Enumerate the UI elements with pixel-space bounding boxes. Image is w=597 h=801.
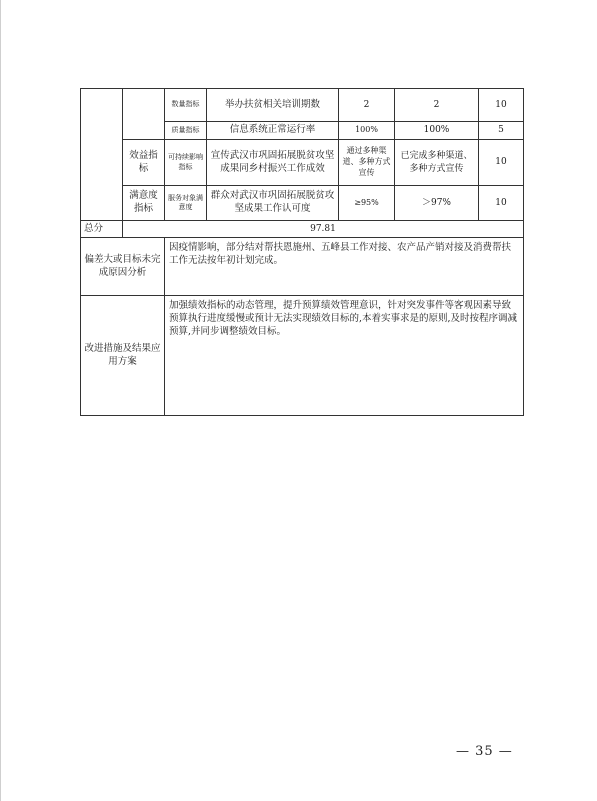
blank-cell xyxy=(123,89,165,140)
category-cell: 满意度指标 xyxy=(123,186,165,221)
sub-indicator-cell: 可持续影响指标 xyxy=(165,140,207,186)
improvement-row xyxy=(81,296,524,416)
score-cell: 10 xyxy=(479,186,524,221)
performance-table xyxy=(80,88,524,416)
page-edge xyxy=(0,0,1,801)
score-cell: 10 xyxy=(479,140,524,186)
total-row xyxy=(81,221,524,238)
target-value-cell: 2 xyxy=(339,89,395,122)
deviation-label: 偏差大或目标未完成原因分析 xyxy=(81,238,165,296)
indicator-name-cell: 宣传武汉市巩固拓展脱贫攻坚成果同乡村振兴工作成效 xyxy=(207,140,339,186)
total-label: 总分 xyxy=(81,221,123,238)
sub-indicator-cell: 服务对象满意度 xyxy=(165,186,207,221)
page-number: — 35 — xyxy=(456,744,513,759)
target-value-cell: 通过多种渠道、多种方式宣传 xyxy=(339,140,395,186)
actual-value-cell: 100% xyxy=(395,122,479,140)
table-row xyxy=(81,89,524,122)
indicator-name-cell: 举办扶贫相关培训期数 xyxy=(207,89,339,122)
improvement-label: 改进措施及结果应用方案 xyxy=(81,296,165,416)
actual-value-cell: 已完成多种渠道、多种方式宣传 xyxy=(395,140,479,186)
target-value-cell: ≥95% xyxy=(339,186,395,221)
sub-indicator-cell: 数量指标 xyxy=(165,89,207,122)
blank-cell xyxy=(81,89,123,221)
indicator-name-cell: 群众对武汉市巩固拓展脱贫攻坚成果工作认可度 xyxy=(207,186,339,221)
target-value-cell: 100% xyxy=(339,122,395,140)
deviation-text: 因疫情影响，部分结对帮扶恩施州、五峰县工作对接、农产品产销对接及消费帮扶工作无法按年初计划完成。 xyxy=(165,238,524,296)
table-row xyxy=(81,186,524,221)
category-cell: 效益指标 xyxy=(123,140,165,186)
table-row xyxy=(81,140,524,186)
score-cell: 10 xyxy=(479,89,524,122)
sub-indicator-cell: 质量指标 xyxy=(165,122,207,140)
score-cell: 5 xyxy=(479,122,524,140)
total-value: 97.81 xyxy=(123,221,524,238)
actual-value-cell: ＞97% xyxy=(395,186,479,221)
actual-value-cell: 2 xyxy=(395,89,479,122)
deviation-row xyxy=(81,238,524,296)
indicator-name-cell: 信息系统正常运行率 xyxy=(207,122,339,140)
improvement-text: 加强绩效指标的动态管理，提升预算绩效管理意识，针对突发事件等客观因素导致预算执行进度缓慢或预计无法实现绩效目标的,本着实事求是的原则,及时按程序调减预算,并同步调整绩效目标。 xyxy=(165,296,524,416)
